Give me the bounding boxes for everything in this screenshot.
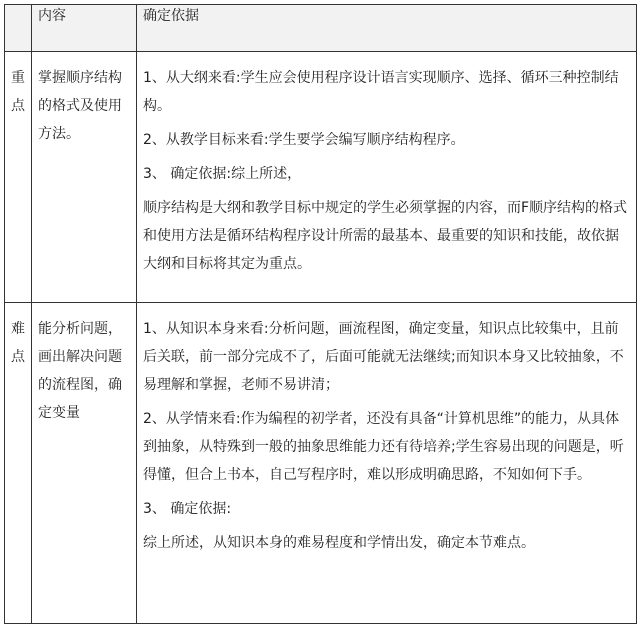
category-char: 难 <box>11 321 25 337</box>
content-cell-difficulty: 能分析问题，画出解决问题的流程图，确定变量 <box>32 303 137 624</box>
basis-paragraph: 3、 确定依据: <box>143 501 232 517</box>
basis-paragraph: 综上所述，从知识本身的难易程度和学情出发，确定本节难点。 <box>143 535 535 551</box>
header-cell-blank <box>5 5 32 52</box>
category-cell-key-point <box>5 52 32 303</box>
basis-paragraph: 1、从大纲来看:学生应会使用程序设计语言实现顺序、选择、循环三种控制结构。 <box>143 70 619 114</box>
category-cell-difficulty <box>5 303 32 624</box>
basis-paragraph: 1、从知识本身来看:分析问题，画流程图，确定变量，知识点比较集中，且前后关联，前一部分完成不了，后面可能就无法继续;而知识本身又比较抽象，不易理解和掌握，老师不易讲清； <box>143 321 624 393</box>
header-cell-basis: 确定依据 <box>137 5 637 52</box>
basis-cell-difficulty <box>137 303 637 624</box>
basis-paragraph: 3、 确定依据:综上所述， <box>143 166 302 182</box>
basis-paragraph: 2、从教学目标来看:学生要学会编写顺序结构程序。 <box>143 132 465 148</box>
category-char: 点 <box>11 349 25 365</box>
category-char: 重 <box>11 70 25 86</box>
table-row-difficulty <box>5 303 637 624</box>
table-header-row <box>5 5 637 52</box>
category-char: 点 <box>11 98 25 114</box>
header-cell-content: 内容 <box>32 5 137 52</box>
table-row-key-point <box>5 52 637 303</box>
basis-paragraph: 顺序结构是大纲和教学目标中规定的学生必须掌握的内容，而F顺序结构的格式和使用方法是循环结构程序设计所需的最基本、最重要的知识和技能，故依据大纲和目标将其定为重点。 <box>143 200 628 272</box>
basis-paragraph: 2、从学情来看:作为编程的初学者，还没有具备“计算机思维”的能力，从具体到抽象，从特殊到一般的抽象思维能力还有待培养;学生容易出现的问题是，听得懂，但合上书本，自己写程序时，难以形成明确思路，不知如何下手。 <box>143 411 624 483</box>
content-cell-key-point: 掌握顺序结构的格式及使用方法。 <box>32 52 137 303</box>
basis-cell-key-point <box>137 52 637 303</box>
content-table <box>4 4 637 624</box>
